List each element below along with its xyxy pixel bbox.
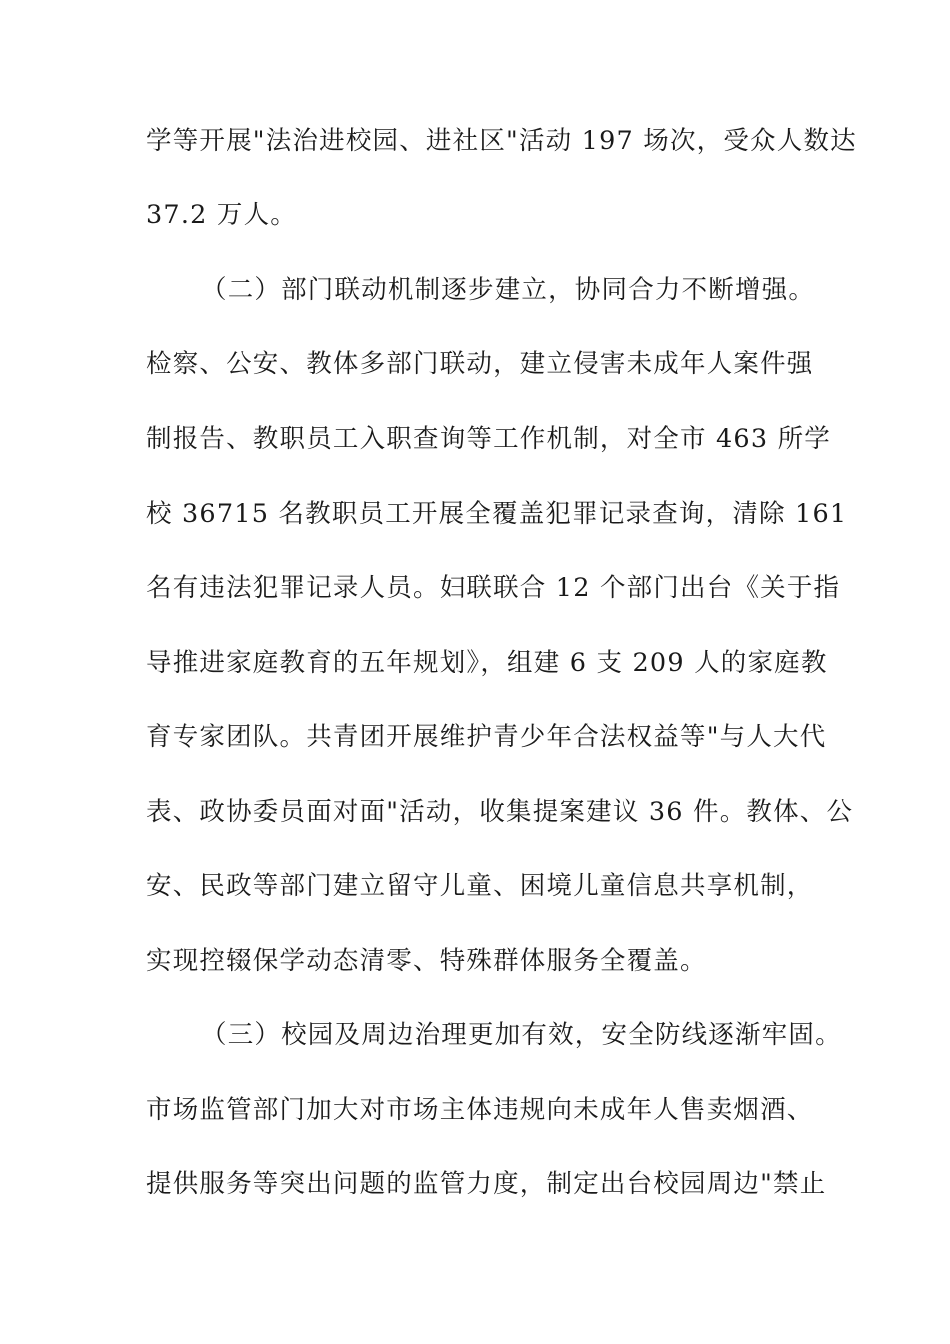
text-line: 制报告、教职员工入职查询等工作机制，对全市 463 所学 [146,424,831,454]
text-line: 37.2 万人。 [146,200,297,230]
text-line: 育专家团队。共青团开展维护青少年合法权益等"与人大代 [146,722,827,752]
text-line: 检察、公安、教体多部门联动，建立侵害未成年人案件强 [146,349,814,379]
text-line: 学等开展"法治进校园、进社区"活动 197 场次，受众人数达 [146,126,857,156]
section-heading: （三）校园及周边治理更加有效，安全防线逐渐牢固。 [201,1020,842,1050]
text-line: 提供服务等突出问题的监管力度，制定出台校园周边"禁止 [146,1169,827,1199]
text-line: 实现控辍保学动态清零、特殊群体服务全覆盖。 [146,946,707,976]
section-heading: （二）部门联动机制逐步建立，协同合力不断增强。 [201,275,816,305]
text-line: 市场监管部门加大对市场主体违规向未成年人售卖烟酒、 [146,1095,814,1125]
text-line: 名有违法犯罪记录人员。妇联联合 12 个部门出台《关于指 [146,573,841,603]
text-line: 表、政协委员面对面"活动，收集提案建议 36 件。教体、公 [146,797,854,827]
text-line: 安、民政等部门建立留守儿童、困境儿童信息共享机制， [146,871,814,901]
text-line: 校 36715 名教职员工开展全覆盖犯罪记录查询，清除 161 [146,499,848,529]
text-line: 导推进家庭教育的五年规划》，组建 6 支 209 人的家庭教 [146,648,828,678]
